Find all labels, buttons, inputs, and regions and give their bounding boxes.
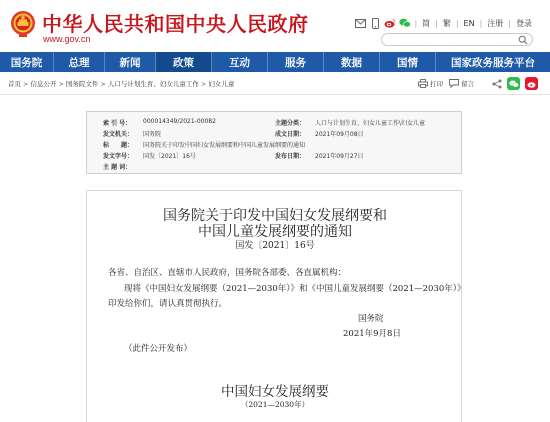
traditional-chinese-link[interactable]: 繁: [442, 18, 451, 28]
nav-item-service-platform[interactable]: 国家政务服务平台: [451, 56, 535, 69]
section-title: 中国妇女发展纲要: [221, 384, 329, 400]
category-value: 人口与计划生育、妇女儿童工作\妇女儿童: [315, 120, 426, 127]
article-doc-number: 国发〔2021〕16号: [235, 241, 315, 251]
breadcrumb-women-children[interactable]: 妇女儿童: [208, 80, 235, 88]
article-body-line1: 现将《中国妇女发展纲要（2021—2030年）》和《中国儿童发展纲要（2021—2030年）》: [124, 284, 466, 294]
breadcrumb-separator: >: [100, 80, 106, 88]
comment-icon: [448, 78, 459, 89]
nav-item-policy[interactable]: 政策: [156, 52, 211, 72]
article-date: 2021年9月8日: [343, 329, 401, 339]
wechat-share-icon[interactable]: [507, 77, 520, 90]
title-value: 国务院关于印发中国妇女发展纲要和中国儿童发展纲要的通知: [143, 142, 306, 149]
article-body-line2: 印发给你们，请认真贯彻执行。: [108, 299, 228, 309]
tools-separator: |: [508, 18, 511, 28]
article-title-line1: 国务院关于印发中国妇女发展纲要和: [163, 208, 387, 224]
weibo-share-icon[interactable]: [525, 77, 538, 90]
register-link[interactable]: 注册: [487, 18, 504, 28]
created-date-value: 2021年09月08日: [315, 131, 364, 138]
breadcrumb-separator: >: [23, 80, 29, 88]
nav-item-services[interactable]: 服务: [285, 56, 306, 69]
breadcrumb-separator: >: [200, 80, 207, 88]
mobile-icon[interactable]: [369, 17, 381, 29]
nav-item-data[interactable]: 数据: [341, 56, 362, 69]
breadcrumb-bar: [0, 76, 550, 92]
tools-separator: |: [455, 18, 459, 28]
info-row: [87, 160, 461, 172]
article-title-line2: 中国儿童发展纲要的通知: [198, 224, 352, 240]
tools-separator: |: [435, 18, 438, 28]
print-label: 打印: [430, 80, 443, 88]
keywords-label: 主 题 词：: [103, 164, 132, 171]
nav-item-state-council[interactable]: 国务院: [10, 56, 43, 69]
breadcrumb-info-disclosure[interactable]: 信息公开: [30, 80, 57, 88]
breadcrumb-divider: [0, 94, 550, 95]
article-signer: 国务院: [358, 314, 384, 324]
national-emblem-icon[interactable]: [9, 9, 37, 39]
index-label: 索 引 号：: [103, 120, 132, 127]
share-icon[interactable]: [491, 78, 502, 89]
search-input[interactable]: [390, 35, 515, 45]
search-box[interactable]: [381, 33, 533, 46]
index-value: 000014349/2021-00082: [143, 118, 216, 125]
main-nav: [0, 52, 550, 72]
title-label: 标 题：: [103, 142, 134, 149]
print-icon: [417, 78, 428, 89]
nav-item-news[interactable]: 新闻: [119, 56, 141, 69]
site-header: [0, 0, 550, 48]
section-years: （2021—2030年）: [240, 400, 310, 409]
site-url[interactable]: www.gov.cn: [43, 34, 91, 44]
nav-item-national-info[interactable]: 国情: [397, 56, 418, 69]
site-title[interactable]: 中华人民共和国中央人民政府: [42, 12, 309, 36]
breadcrumb-population-family[interactable]: 人口与计划生育、妇女儿童工作: [107, 80, 199, 88]
nav-item-interaction[interactable]: 互动: [229, 56, 250, 69]
category-label: 主题分类：: [275, 120, 306, 127]
simplified-chinese-link[interactable]: 简: [422, 18, 431, 28]
comment-button[interactable]: [448, 78, 474, 89]
breadcrumb-home[interactable]: 首页: [8, 80, 21, 88]
mail-icon[interactable]: [354, 17, 366, 29]
document-info-table: [86, 111, 462, 174]
published-date-value: 2021年09月27日: [315, 153, 364, 160]
article-note: （此件公开发布）: [124, 344, 193, 354]
issuer-value: 国务院: [143, 131, 162, 138]
wechat-icon[interactable]: [399, 17, 411, 29]
article-addressee: 各省、自治区、直辖市人民政府，国务院各部委、各直属机构：: [108, 268, 347, 278]
comment-label: 留言: [461, 80, 474, 88]
breadcrumb-state-council-docs[interactable]: 国务院文件: [65, 80, 99, 88]
english-link[interactable]: EN: [463, 18, 475, 28]
docno-value: 国发〔2021〕16号: [143, 153, 196, 160]
header-tools: [354, 16, 534, 30]
published-date-label: 发布日期：: [275, 153, 306, 160]
weibo-icon[interactable]: [384, 17, 396, 29]
issuer-label: 发文机关：: [103, 131, 134, 138]
tools-separator: |: [479, 18, 483, 28]
created-date-label: 成文日期：: [275, 131, 306, 138]
print-button[interactable]: [417, 78, 443, 89]
breadcrumb-separator: >: [58, 80, 64, 88]
login-link[interactable]: 登录: [516, 18, 532, 28]
docno-label: 发文字号：: [103, 153, 134, 160]
search-icon[interactable]: [518, 35, 528, 45]
breadcrumb: [8, 79, 234, 88]
tools-separator: |: [414, 18, 418, 28]
page-tools: [417, 77, 538, 90]
nav-item-premier[interactable]: 总理: [68, 56, 90, 69]
